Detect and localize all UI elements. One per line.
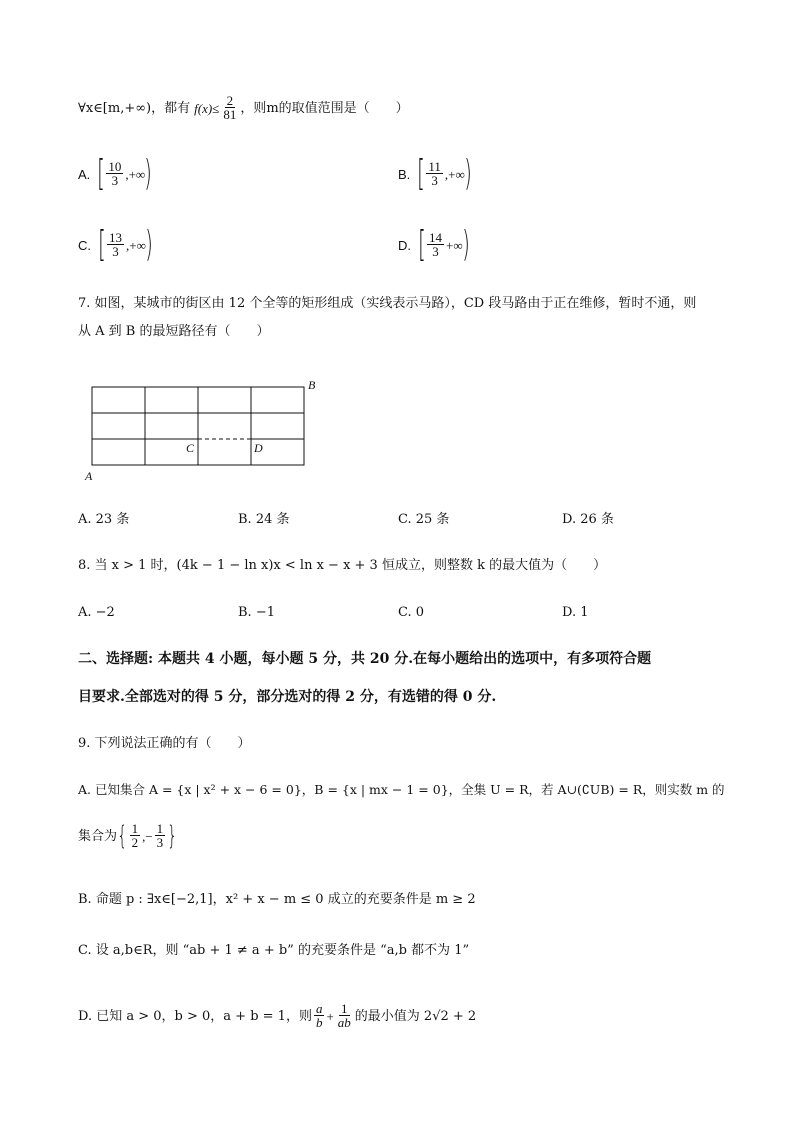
- section2-heading-line2: 目要求.全部选对的得 5 分，部分选对的得 2 分，有选错的得 0 分.: [78, 689, 497, 705]
- q7-option-a[interactable]: A. 23 条: [78, 512, 130, 527]
- q9-option-c[interactable]: C. 设 a,b∈R，则 “ab + 1 ≠ a + b” 的充要条件是 “a,b 都不为 1”: [78, 943, 470, 958]
- point-label-d: D: [254, 441, 263, 455]
- q9-option-d[interactable]: D. 已知 a > 0，b > 0，a + b = 1，则 $\frac{a}{b}$ + $\frac{1}{ab}$ 的最小值为 2√2 + 2: [78, 1000, 477, 1031]
- q7-option-d[interactable]: D. 26 条: [562, 512, 614, 527]
- q6-option-a[interactable]: A. [ $\frac{10}{3}$ ,+∞ ): [78, 153, 153, 194]
- point-label-a: A: [85, 469, 93, 483]
- q9-stem: 9. 下列说法正确的有（ ）: [78, 736, 251, 751]
- q8-option-b[interactable]: B. −1: [238, 605, 275, 620]
- point-label-b: B: [308, 378, 316, 392]
- q8-option-a[interactable]: A. −2: [78, 605, 115, 620]
- q7-stem-line1: 7. 如图，某城市的街区由 12 个全等的矩形组成（实线表示马路），CD 段马路由于正在维修，暂时不通，则: [78, 296, 697, 311]
- q9-option-a-line1[interactable]: A. 已知集合 A = {x | x² + x − 6 = 0}，B = {x | mx − 1 = 0}，全集 U = R，若 A∪(∁UB) = R，则实数 m 的: [78, 782, 725, 797]
- q7-option-b[interactable]: B. 24 条: [238, 512, 290, 527]
- q6-option-c[interactable]: C. [ $\frac{13}{3}$ ,+∞ ): [78, 224, 153, 265]
- q6-stem-suffix: ，则m的取值范围是（ ）: [240, 100, 409, 116]
- q7-option-c[interactable]: C. 25 条: [398, 512, 450, 527]
- q6-fx: f(x)≤: [194, 100, 220, 116]
- q6-option-d[interactable]: D. [ $\frac{14}{3}$ +∞ ): [398, 224, 470, 265]
- q6-option-b[interactable]: B. [ $\frac{11}{3}$ ,+∞ ): [398, 153, 472, 194]
- section2-heading-line1: 二、选择题: 本题共 4 小题，每小题 5 分，共 20 分.在每小题给出的选项中，有多项符合题: [78, 651, 652, 667]
- q8-stem: 8. 当 x > 1 时，(4k − 1 − ln x)x < ln x − x + 3 恒成立，则整数 k 的最大值为（ ）: [78, 558, 607, 573]
- q6-stem-prefix: ∀x∈[m,+∞)，都有: [78, 100, 191, 116]
- q7-street-grid-figure: [80, 375, 330, 485]
- q7-stem-line2: 从 A 到 B 的最短路径有（ ）: [78, 324, 270, 339]
- q8-option-d[interactable]: D. 1: [562, 605, 589, 620]
- q8-option-c[interactable]: C. 0: [398, 605, 425, 620]
- q6-fraction: $\frac{2}{81}$: [223, 92, 237, 123]
- q9-option-a-line2: 集合为 { $\frac{1}{2}$ ,− $\frac{1}{3}$ }: [78, 820, 178, 851]
- point-label-c: C: [186, 441, 195, 455]
- q9-option-b[interactable]: B. 命题 p : ∃x∈[−2,1]，x² + x − m ≤ 0 成立的充要条件是 m ≥ 2: [78, 892, 476, 907]
- q6-stem: [78, 88, 409, 128]
